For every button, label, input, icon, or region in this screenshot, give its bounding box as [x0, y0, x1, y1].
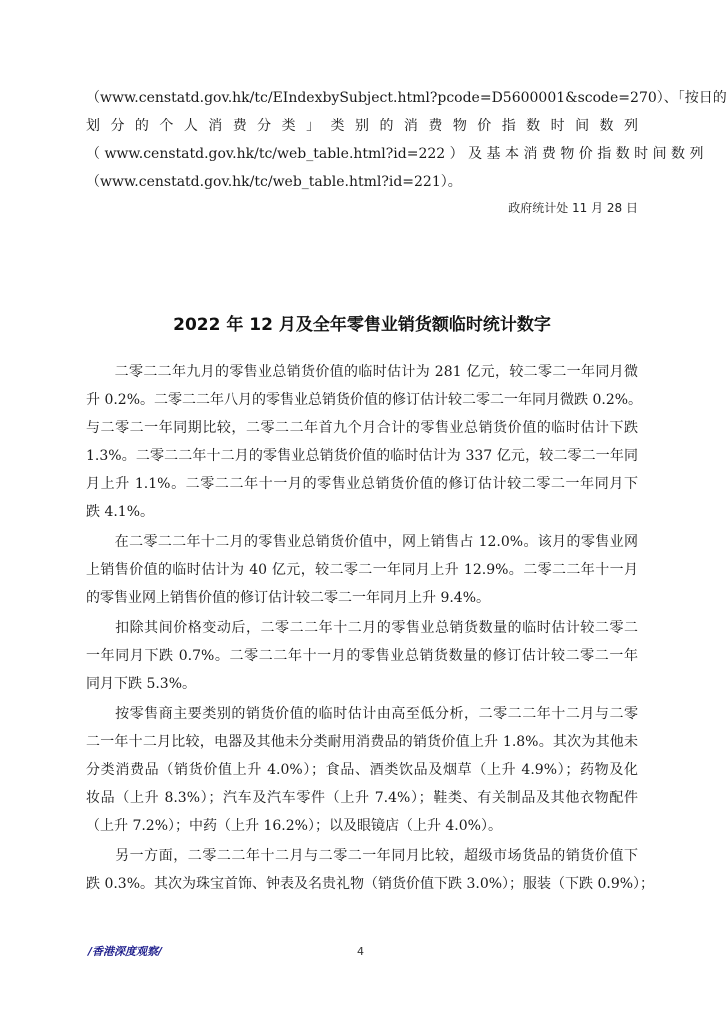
body-line: 二零二二年九月的零售业总销货价值的临时估计为 281 亿元，较二零二一年同月微	[86, 364, 638, 380]
body-line: 分类消费品（销货价值上升 4.0%）；食品、酒类饮品及烟草（上升 4.9%）；药物及化	[86, 762, 638, 778]
body-line: 1.3%。二零二二年十二月的零售业总销货价值的临时估计为 337 亿元，较二零二一年同	[86, 448, 638, 464]
body-line: 一年同月下跌 0.7%。二零二二年十一月的零售业总销货数量的修订估计较二零二一年	[86, 648, 638, 664]
body-line: 跌 4.1%。	[86, 504, 155, 520]
intro-line: （www.censtatd.gov.hk/tc/web_table.html?id=221）。	[86, 174, 462, 190]
body-line: 与二零二一年同期比较，二零二二年首九个月合计的零售业总销货价值的临时估计下跌	[86, 420, 638, 436]
body-line: 升 0.2%。二零二二年八月的零售业总销货价值的修订估计较二零二一年同月微跌 0.2%。	[86, 392, 643, 408]
body-line: 另一方面，二零二二年十二月与二零二一年同月比较，超级市场货品的销货价值下	[86, 848, 638, 864]
intro-line: 划 分 的 个 人 消 费 分 类 」 类 别 的 消 费 物 价 指 数 时 间 数 列	[86, 118, 638, 134]
body-line: 的零售业网上销售价值的修订估计较二零二一年同月上升 9.4%。	[86, 590, 491, 606]
body-line: 按零售商主要类别的销货价值的临时估计由高至低分析，二零二二年十二月与二零	[86, 706, 638, 722]
body-line: 月上升 1.1%。二零二二年十一月的零售业总销货价值的修订估计较二零二一年同月下	[86, 476, 638, 492]
signature: 政府统计处 11 月 28 日	[508, 201, 638, 215]
intro-line: （ www.censtatd.gov.hk/tc/web_table.html?id=222 ） 及 基 本 消 费 物 价 指 数 时 间 数 列	[86, 146, 704, 162]
body-line: 上销售价值的临时估计为 40 亿元，较二零二一年同月上升 12.9%。二零二二年十一月	[86, 562, 638, 578]
body-line: 扣除其间价格变动后，二零二二年十二月的零售业总销货数量的临时估计较二零二	[86, 620, 638, 636]
body-line: 二一年十二月比较，电器及其他未分类耐用消费品的销货价值上升 1.8%。其次为其他未	[86, 734, 638, 750]
body-line: （上升 7.2%）；中药（上升 16.2%）；以及眼镜店（上升 4.0%）。	[86, 818, 502, 834]
intro-line: （www.censtatd.gov.hk/tc/EIndexbySubject.html?pcode=D5600001&scode=270）、「按日的	[86, 90, 727, 106]
body-line: 在二零二二年十二月的零售业总销货价值中，网上销售占 12.0%。该月的零售业网	[86, 534, 638, 550]
page-number: 4	[357, 945, 364, 958]
footer-brand: /香港深度观察/	[88, 945, 163, 958]
document-page	[86, 0, 727, 1024]
article-title: 2022 年 12 月及全年零售业销货额临时统计数字	[173, 315, 551, 335]
body-line: 妆品（上升 8.3%）；汽车及汽车零件（上升 7.4%）；鞋类、有关制品及其他衣物配件	[86, 790, 638, 806]
body-line: 跌 0.3%。其次为珠宝首饰、钟表及名贵礼物（销货价值下跌 3.0%）；服装（下跌 0.9%）；	[86, 876, 655, 892]
body-line: 同月下跌 5.3%。	[86, 676, 197, 692]
